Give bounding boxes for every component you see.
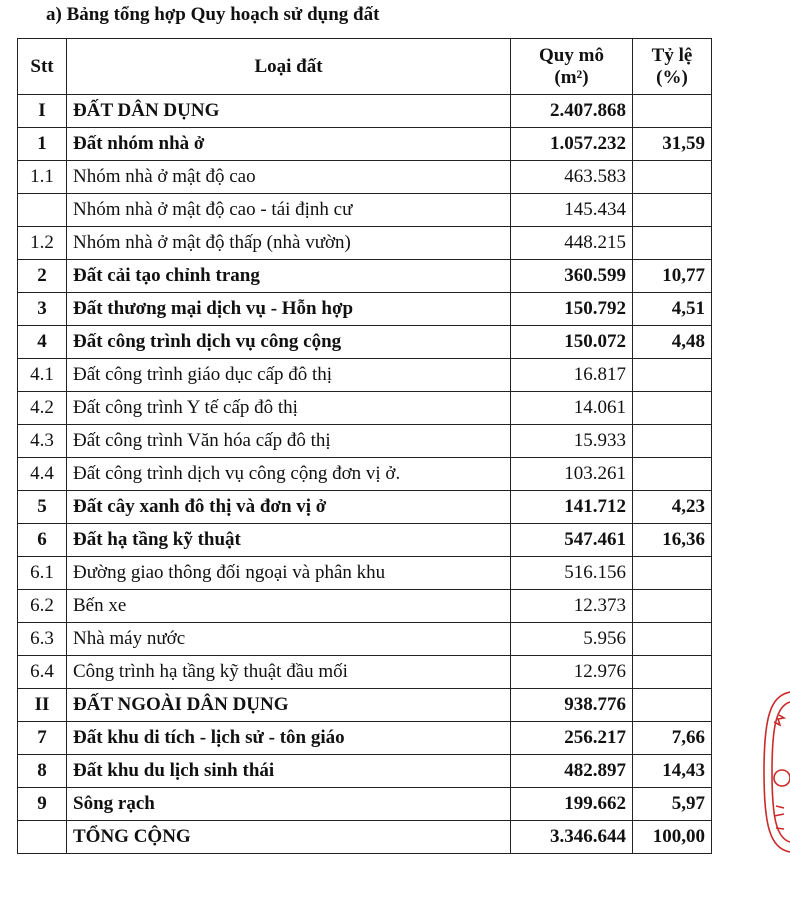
row-land-type: Sông rạch — [67, 788, 511, 821]
row-land-type: Đất khu di tích - lịch sử - tôn giáo — [67, 722, 511, 755]
row-stt: 6.3 — [18, 623, 67, 656]
table-row — [18, 260, 712, 293]
row-area: 5.956 — [511, 623, 633, 656]
row-land-type: Đất công trình giáo dục cấp đô thị — [67, 359, 511, 392]
row-land-type: Đất công trình Y tế cấp đô thị — [67, 392, 511, 425]
row-stt: II — [18, 689, 67, 722]
row-area: 516.156 — [511, 557, 633, 590]
row-area: 150.072 — [511, 326, 633, 359]
row-area: 12.976 — [511, 656, 633, 689]
table-row — [18, 425, 712, 458]
row-land-type: Đất công trình dịch vụ công cộng đơn vị ở. — [67, 458, 511, 491]
row-land-type: Nhóm nhà ở mật độ cao - tái định cư — [67, 194, 511, 227]
row-area: 1.057.232 — [511, 128, 633, 161]
table-row — [18, 194, 712, 227]
row-ratio — [633, 392, 712, 425]
row-area: 12.373 — [511, 590, 633, 623]
row-stt: 6.2 — [18, 590, 67, 623]
row-ratio: 100,00 — [633, 821, 712, 854]
header-area-label: Quy mô — [539, 44, 604, 66]
row-area: 547.461 — [511, 524, 633, 557]
row-ratio — [633, 227, 712, 260]
row-ratio — [633, 623, 712, 656]
official-seal-stamp — [760, 688, 790, 856]
table-row — [18, 689, 712, 722]
row-land-type: Đất cải tạo chỉnh trang — [67, 260, 511, 293]
row-stt: 4.2 — [18, 392, 67, 425]
row-ratio — [633, 590, 712, 623]
table-row — [18, 392, 712, 425]
row-ratio: 4,23 — [633, 491, 712, 524]
row-ratio — [633, 95, 712, 128]
row-stt: 6 — [18, 524, 67, 557]
row-ratio — [633, 425, 712, 458]
row-stt: 5 — [18, 491, 67, 524]
row-area: 3.346.644 — [511, 821, 633, 854]
table-row — [18, 722, 712, 755]
row-ratio: 5,97 — [633, 788, 712, 821]
row-land-type: Đất cây xanh đô thị và đơn vị ở — [67, 491, 511, 524]
row-area: 16.817 — [511, 359, 633, 392]
table-header-row — [18, 39, 712, 95]
table-row — [18, 95, 712, 128]
row-ratio — [633, 458, 712, 491]
row-area: 448.215 — [511, 227, 633, 260]
header-ratio-unit: (%) — [656, 66, 688, 88]
table-row — [18, 656, 712, 689]
row-land-type: TỔNG CỘNG — [67, 821, 511, 854]
header-stt: Stt — [18, 39, 67, 95]
row-stt: 9 — [18, 788, 67, 821]
row-area: 15.933 — [511, 425, 633, 458]
page-heading: a) Bảng tổng hợp Quy hoạch sử dụng đất — [46, 4, 380, 25]
row-stt: 1.1 — [18, 161, 67, 194]
row-stt: 3 — [18, 293, 67, 326]
table-row — [18, 128, 712, 161]
row-ratio: 31,59 — [633, 128, 712, 161]
row-area: 938.776 — [511, 689, 633, 722]
row-area: 150.792 — [511, 293, 633, 326]
row-area: 103.261 — [511, 458, 633, 491]
header-area — [511, 39, 633, 95]
table-row — [18, 359, 712, 392]
row-area: 14.061 — [511, 392, 633, 425]
row-land-type: Đường giao thông đối ngoại và phân khu — [67, 557, 511, 590]
table-row — [18, 557, 712, 590]
row-land-type: Đất nhóm nhà ở — [67, 128, 511, 161]
row-land-type: Đất hạ tầng kỹ thuật — [67, 524, 511, 557]
row-stt: 4.1 — [18, 359, 67, 392]
table-row — [18, 458, 712, 491]
table-row — [18, 590, 712, 623]
row-ratio: 14,43 — [633, 755, 712, 788]
row-area: 360.599 — [511, 260, 633, 293]
row-stt — [18, 821, 67, 854]
table-row — [18, 623, 712, 656]
row-ratio: 16,36 — [633, 524, 712, 557]
row-ratio: 10,77 — [633, 260, 712, 293]
row-ratio — [633, 194, 712, 227]
row-stt: 4 — [18, 326, 67, 359]
row-ratio — [633, 359, 712, 392]
row-stt: 6.1 — [18, 557, 67, 590]
row-stt: 7 — [18, 722, 67, 755]
row-land-type: Nhà máy nước — [67, 623, 511, 656]
row-land-type: ĐẤT NGOÀI DÂN DỤNG — [67, 689, 511, 722]
row-area: 256.217 — [511, 722, 633, 755]
row-area: 199.662 — [511, 788, 633, 821]
row-stt: 6.4 — [18, 656, 67, 689]
row-ratio: 4,48 — [633, 326, 712, 359]
row-land-type: Công trình hạ tầng kỹ thuật đầu mối — [67, 656, 511, 689]
row-stt: 2 — [18, 260, 67, 293]
row-land-type: Nhóm nhà ở mật độ cao — [67, 161, 511, 194]
row-land-type: Nhóm nhà ở mật độ thấp (nhà vườn) — [67, 227, 511, 260]
table-row — [18, 491, 712, 524]
row-ratio — [633, 557, 712, 590]
table-row — [18, 755, 712, 788]
row-stt: I — [18, 95, 67, 128]
row-area: 463.583 — [511, 161, 633, 194]
row-stt: 4.4 — [18, 458, 67, 491]
row-ratio: 7,66 — [633, 722, 712, 755]
table-row — [18, 293, 712, 326]
table-row-total — [18, 821, 712, 854]
row-land-type: Đất công trình dịch vụ công cộng — [67, 326, 511, 359]
row-area: 482.897 — [511, 755, 633, 788]
row-land-type: Bến xe — [67, 590, 511, 623]
table-row — [18, 524, 712, 557]
row-ratio — [633, 161, 712, 194]
row-stt: 4.3 — [18, 425, 67, 458]
row-land-type: ĐẤT DÂN DỤNG — [67, 95, 511, 128]
row-stt: 1 — [18, 128, 67, 161]
header-ratio — [633, 39, 712, 95]
header-ratio-label: Tỷ lệ — [651, 44, 693, 66]
row-land-type: Đất thương mại dịch vụ - Hỗn hợp — [67, 293, 511, 326]
row-area: 2.407.868 — [511, 95, 633, 128]
row-ratio: 4,51 — [633, 293, 712, 326]
row-stt — [18, 194, 67, 227]
table-row — [18, 788, 712, 821]
row-area: 145.434 — [511, 194, 633, 227]
row-land-type: Đất công trình Văn hóa cấp đô thị — [67, 425, 511, 458]
row-ratio — [633, 689, 712, 722]
land-use-table — [17, 38, 712, 854]
row-stt: 1.2 — [18, 227, 67, 260]
row-ratio — [633, 656, 712, 689]
row-area: 141.712 — [511, 491, 633, 524]
row-land-type: Đất khu du lịch sinh thái — [67, 755, 511, 788]
table-row — [18, 326, 712, 359]
table-row — [18, 227, 712, 260]
row-stt: 8 — [18, 755, 67, 788]
table-row — [18, 161, 712, 194]
header-area-unit: (m²) — [554, 66, 589, 88]
header-land-type: Loại đất — [67, 39, 511, 95]
